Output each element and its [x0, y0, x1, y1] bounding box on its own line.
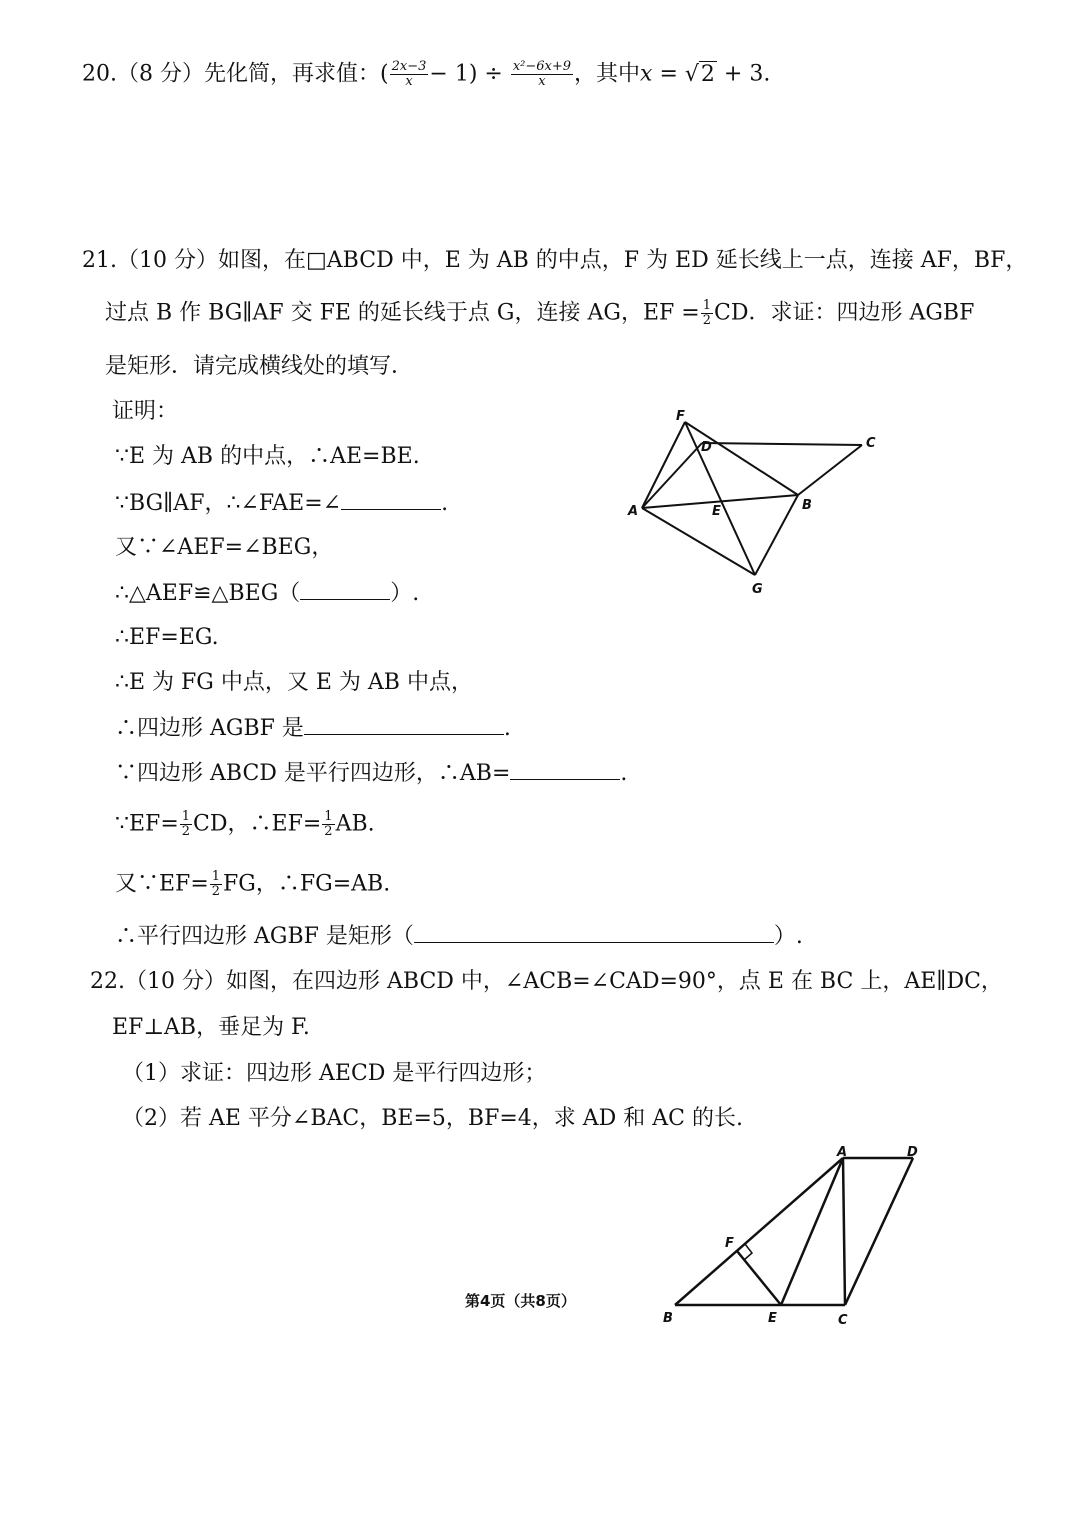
label-C: C: [866, 436, 876, 451]
q21-line-2: [105, 299, 974, 328]
segment-DC: [845, 1158, 913, 1305]
q20-tail: + 3.: [723, 61, 771, 87]
q20-x-equals: x =: [640, 61, 678, 87]
segment-CB: [798, 445, 862, 495]
segment-AF: [642, 422, 685, 508]
q22-line-1: [90, 968, 1003, 996]
q21-text-1: 如图，在□ABCD 中，E 为 AB 的中点，F 为 ED 延长线上一点，连接 AF，BF，: [218, 248, 1028, 273]
q22-part-1: （1）求证：四边形 AECD 是平行四边形；: [122, 1061, 547, 1086]
proof-step-4: ∴△AEF≌△BEG（ ）.: [115, 581, 420, 606]
q21-half-fraction: $\frac{1}{2}$: [702, 298, 711, 328]
q22-figure: [655, 1140, 935, 1330]
label-D: D: [701, 440, 712, 455]
q20-score: （8 分）: [117, 61, 204, 87]
q21-text-2b: CD．求证：四边形 AGBF: [713, 300, 975, 326]
q20-number: 20.: [82, 61, 117, 87]
label-B: B: [802, 498, 812, 513]
segment-AE: [781, 1158, 843, 1305]
proof-step-10: 又∵EF= $\frac{1}{2}$ FG，∴FG=AB.: [115, 869, 391, 899]
label-A: A: [837, 1145, 848, 1160]
q22-number: 22.: [90, 969, 125, 994]
segment-DC: [702, 443, 862, 445]
fill-blank-rectangle-reason[interactable]: [414, 922, 774, 943]
q21-number: 21.: [82, 248, 117, 273]
label-F: F: [725, 1236, 734, 1251]
q20-condition: ，其中: [574, 61, 641, 87]
proof-title: 证明：: [112, 399, 179, 424]
q21-text-2a: 过点 B 作 BG∥AF 交 FE 的延长线于点 G，连接 AG，EF =: [105, 300, 700, 326]
fill-blank-angle[interactable]: [341, 489, 441, 510]
q20-operator: − 1) ÷: [429, 61, 503, 87]
proof-step-8: ∵四边形 ABCD 是平行四边形，∴AB= .: [115, 761, 628, 786]
fill-blank-quadrilateral-type[interactable]: [304, 714, 504, 735]
q20-line: 20.（8 分）先化简，再求值：( $\frac{2x-3}{x}$ − 1) ÷ $\frac{\text{x²−6x+9}}{x}$ ，其中x = √2 + 3.: [82, 59, 771, 89]
q22-line-2: EF⊥AB，垂足为 F.: [112, 1015, 310, 1040]
label-E: E: [712, 504, 721, 519]
page-footer: 第4页（共8页）: [465, 1292, 576, 1310]
q22-text-1: 如图，在四边形 ABCD 中，∠ACB=∠CAD=90°，点 E 在 BC 上，AE∥DC，: [226, 969, 1003, 994]
segment-AG: [642, 508, 755, 575]
label-D: D: [907, 1145, 918, 1160]
label-B: B: [663, 1311, 673, 1326]
segment-AC: [843, 1158, 845, 1305]
q22-score: （10 分）: [125, 969, 226, 994]
q21-line-1: [82, 247, 1027, 275]
fill-blank-congruence-reason[interactable]: [300, 579, 390, 600]
fill-blank-equal-side[interactable]: [510, 759, 620, 780]
q21-score: （10 分）: [117, 248, 218, 273]
label-G: G: [752, 582, 763, 597]
proof-step-1: ∵E 为 AB 的中点，∴AE=BE.: [115, 444, 420, 469]
proof-step-2: ∵BG∥AF，∴∠FAE=∠ .: [115, 491, 449, 516]
q20-fraction-1: $\frac{2x-3}{x}$: [391, 59, 427, 89]
proof-step-9: ∵EF= $\frac{1}{2}$ CD，∴EF= $\frac{1}{2}$ AB.: [115, 809, 375, 839]
segment-FE: [737, 1251, 781, 1305]
q20-fraction-2: $\frac{\text{x²−6x+9}}{x}$: [512, 59, 572, 89]
segment-BG: [755, 495, 798, 575]
proof-step-3: 又∵∠AEF=∠BEG，: [115, 535, 334, 560]
q20-sqrt: √2: [684, 61, 715, 87]
label-C: C: [838, 1313, 848, 1328]
label-F: F: [676, 409, 685, 424]
proof-step-6: ∴E 为 FG 中点，又 E 为 AB 中点，: [115, 670, 473, 695]
segment-BA: [675, 1158, 843, 1305]
q21-figure: [610, 405, 900, 600]
q21-line-3: 是矩形．请完成横线处的填写．: [105, 354, 414, 379]
proof-step-5: ∴EF=EG.: [115, 625, 219, 650]
segment-AD: [642, 443, 702, 508]
q22-part-2: （2）若 AE 平分∠BAC，BE=5，BF=4，求 AD 和 AC 的长.: [122, 1106, 743, 1131]
q20-text: 先化简，再求值：: [204, 61, 381, 87]
label-A: A: [628, 504, 639, 519]
proof-step-7: ∴四边形 AGBF 是 .: [115, 716, 511, 741]
label-E: E: [768, 1311, 777, 1326]
proof-step-11: ∴平行四边形 AGBF 是矩形（ ）.: [115, 924, 803, 949]
